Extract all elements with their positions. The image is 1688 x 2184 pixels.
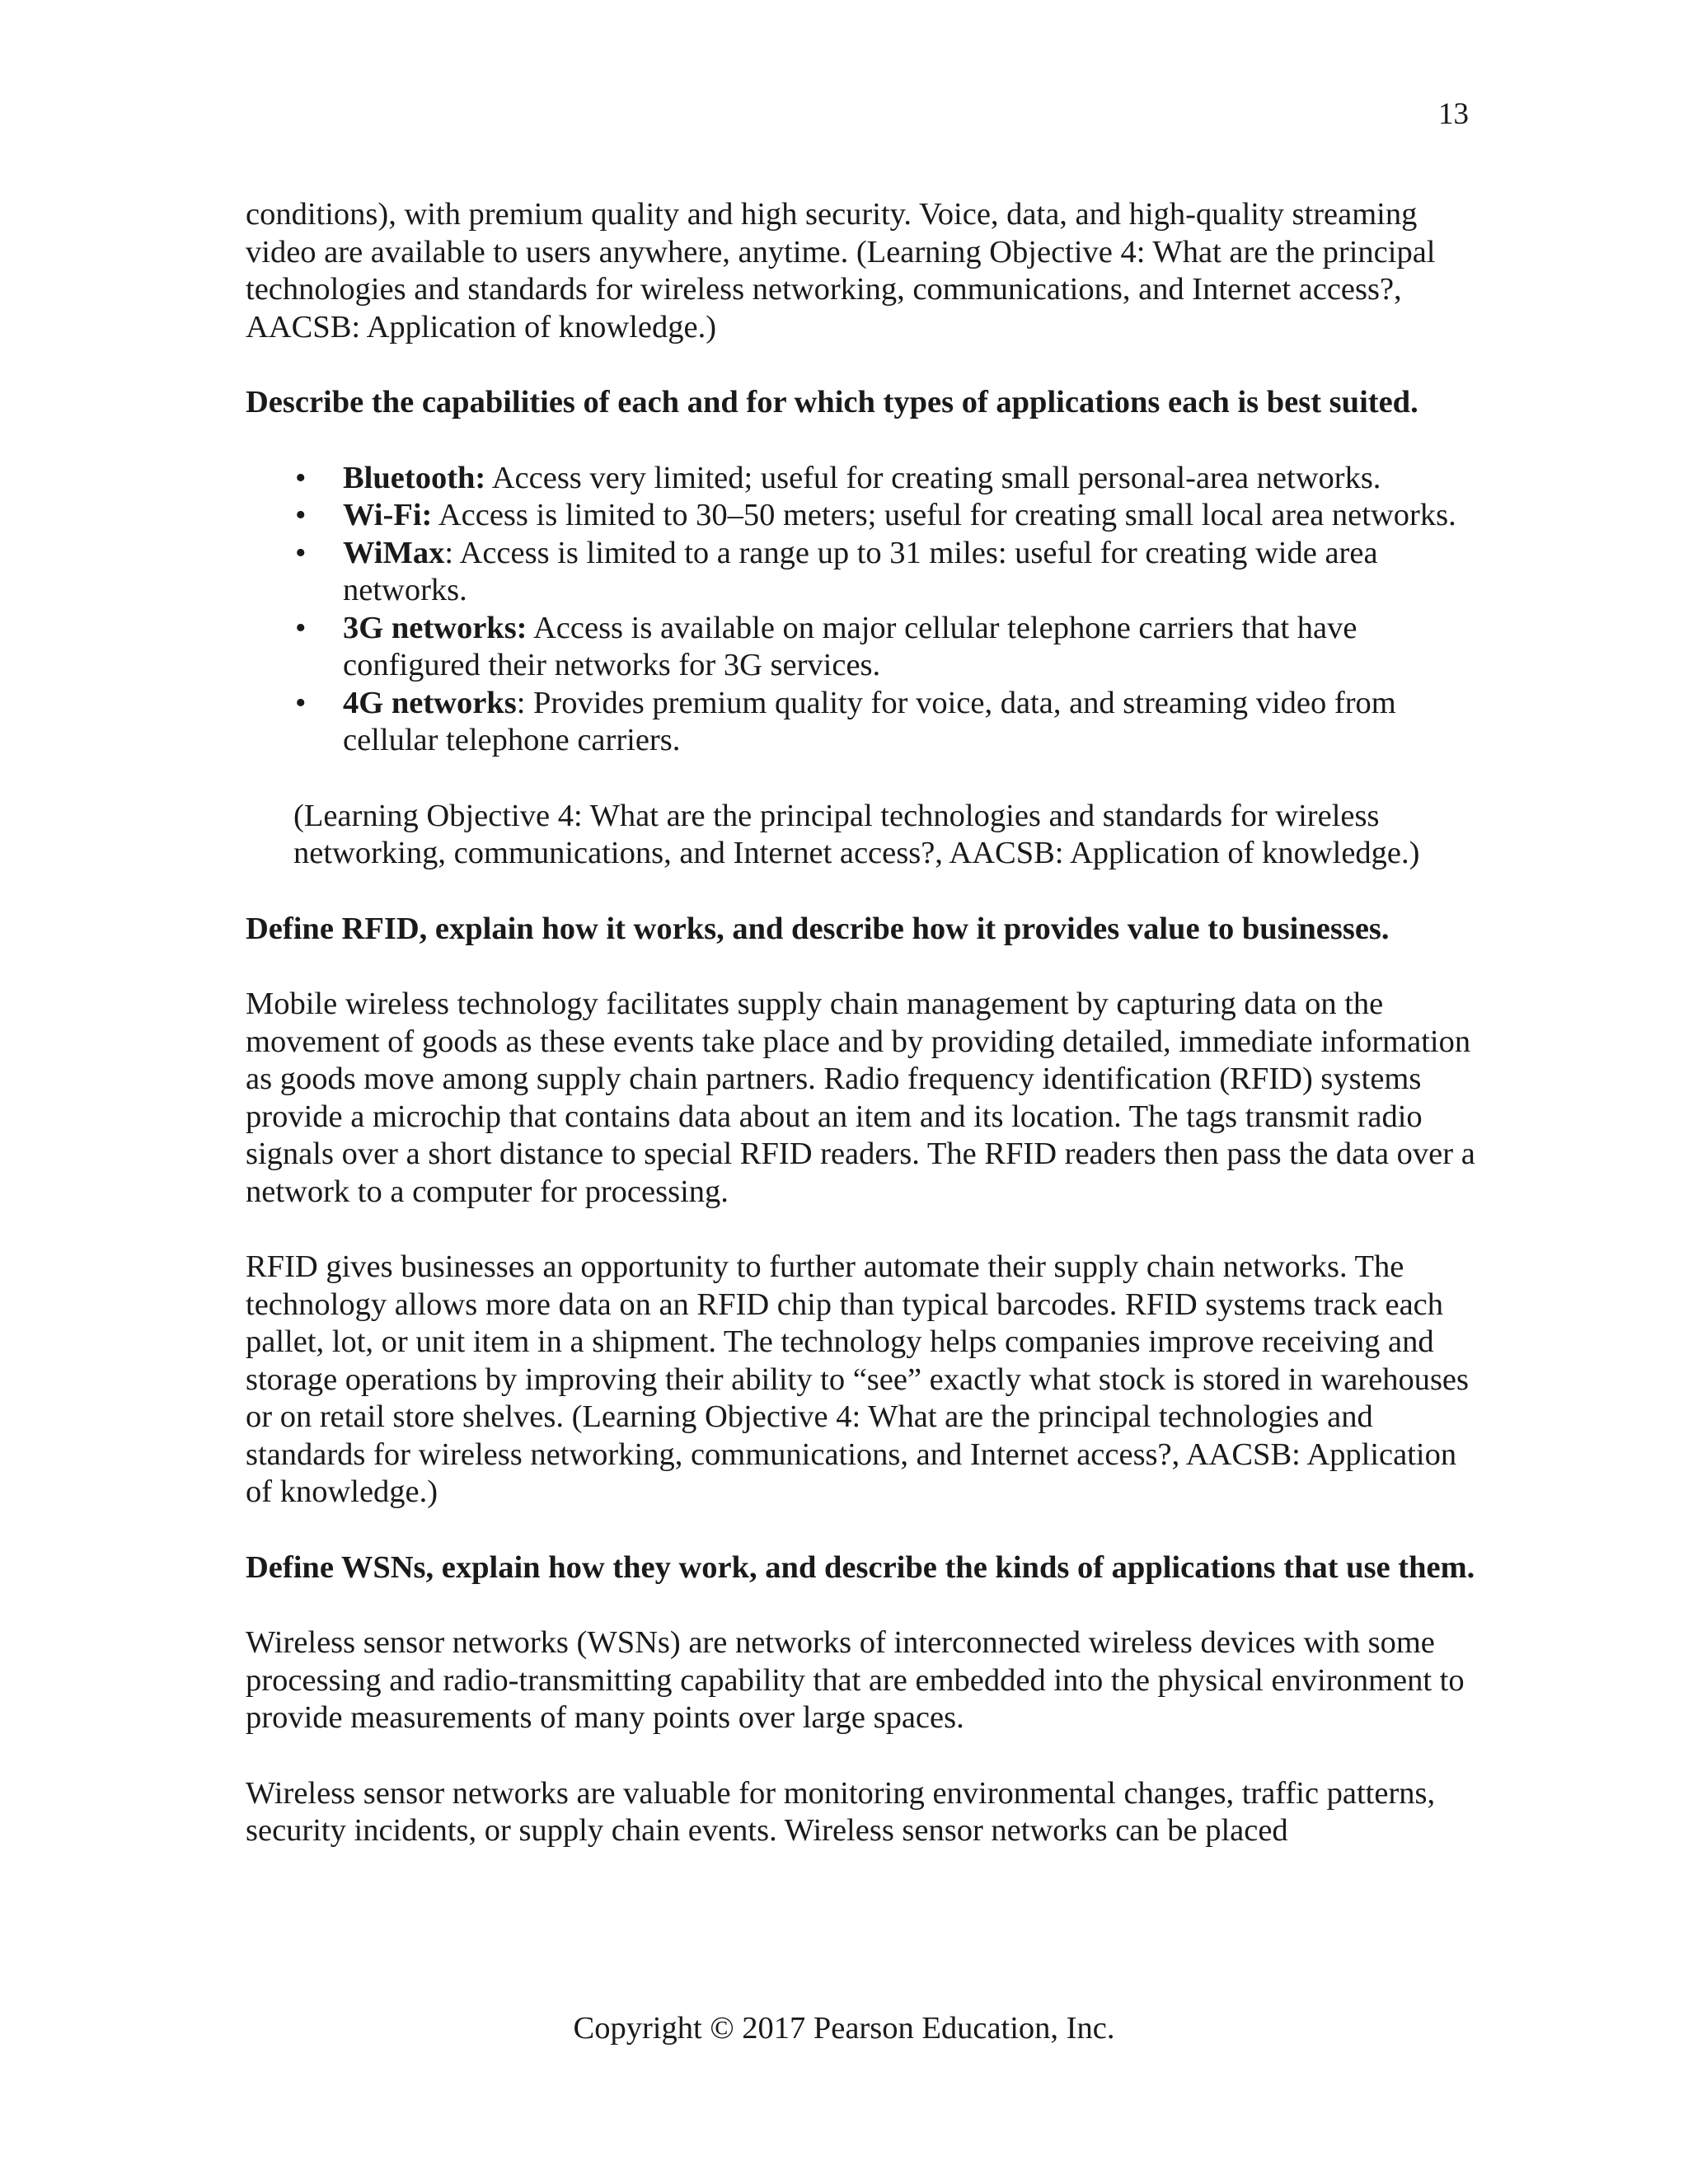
bullet-term: 4G networks [343, 685, 517, 720]
list-item-4g [343, 685, 1475, 760]
wireless-technologies-list [246, 460, 1475, 760]
intro-paragraph: conditions), with premium quality and high security. Voice, data, and high-quality streaming video are available to users anywhere, anytime. (Learning Objective 4: What are the principal technologies and standards for wireless networking, communications, and Internet access?, AACSB: Application of knowledge.) [246, 197, 1436, 344]
list-item-wifi [343, 497, 1475, 535]
list-item-wimax [343, 535, 1475, 610]
bullet-term: Wi-Fi: [343, 498, 433, 532]
bullet-term: Bluetooth: [343, 460, 486, 495]
bullet-text: : Access is limited to a range up to 31 miles: useful for creating wide area networks. [343, 535, 1378, 607]
bullet-text: Access is limited to 30–50 meters; useful for creating small local area networks. [432, 498, 1456, 532]
list-item-bluetooth [343, 460, 1475, 498]
rfid-paragraph-1: Mobile wireless technology facilitates supply chain management by capturing data on the movement of goods as these events take place and by providing detailed, immediate information as goods move among supply chain partners. Radio frequency identification (RFID) systems provide a microchip that contains data about an item and its location. The tags transmit radio signals over a short distance to special RFID readers. The RFID readers then pass the data over a network to a computer for processing. [246, 987, 1475, 1209]
bullet-term: 3G networks: [343, 610, 528, 645]
document-body [246, 196, 1475, 1850]
page-number: 13 [1438, 97, 1469, 131]
rfid-paragraph-2: RFID gives businesses an opportunity to further automate their supply chain networks. The technology allows more data on an RFID chip than typical barcodes. RFID systems track each pallet, lot, or unit item in a shipment. The technology helps companies improve receiving and storage operations by improving their ability to “see” exactly what stock is stored in warehouses or on retail store shelves. (Learning Objective 4: What are the principal technologies and standards for wireless networking, communications, and Internet access?, AACSB: Application of knowledge.) [246, 1249, 1469, 1509]
bullet-term: WiMax [343, 535, 445, 570]
list-item-3g [343, 610, 1475, 685]
question-wsn-heading: Define WSNs, explain how they work, and describe the kinds of applications that use them. [246, 1549, 1475, 1585]
bullets-learning-objective: (Learning Objective 4: What are the principal technologies and standards for wireless networking, communications, and Internet access?, AACSB: Application of knowledge.) [293, 798, 1420, 870]
bullet-text: Access is available on major cellular telephone carriers that have configured their networks for 3G services. [343, 610, 1357, 682]
bullet-text: Access very limited; useful for creating small personal-area networks. [485, 460, 1381, 495]
question-rfid-heading: Define RFID, explain how it works, and describe how it provides value to businesses. [246, 911, 1390, 946]
bullet-text: : Provides premium quality for voice, data, and streaming video from cellular telephone carriers. [343, 685, 1396, 757]
question-capabilities-heading: Describe the capabilities of each and for which types of applications each is best suited. [246, 385, 1418, 419]
wsn-paragraph-1: Wireless sensor networks (WSNs) are networks of interconnected wireless devices with some processing and radio-transmitting capability that are embedded into the physical environment to provide measurements of many points over large spaces. [246, 1625, 1465, 1735]
wsn-paragraph-2: Wireless sensor networks are valuable for monitoring environmental changes, traffic patterns, security incidents, or supply chain events. Wireless sensor networks can be placed [246, 1775, 1436, 1848]
copyright-footer: Copyright © 2017 Pearson Education, Inc. [573, 2011, 1115, 2046]
